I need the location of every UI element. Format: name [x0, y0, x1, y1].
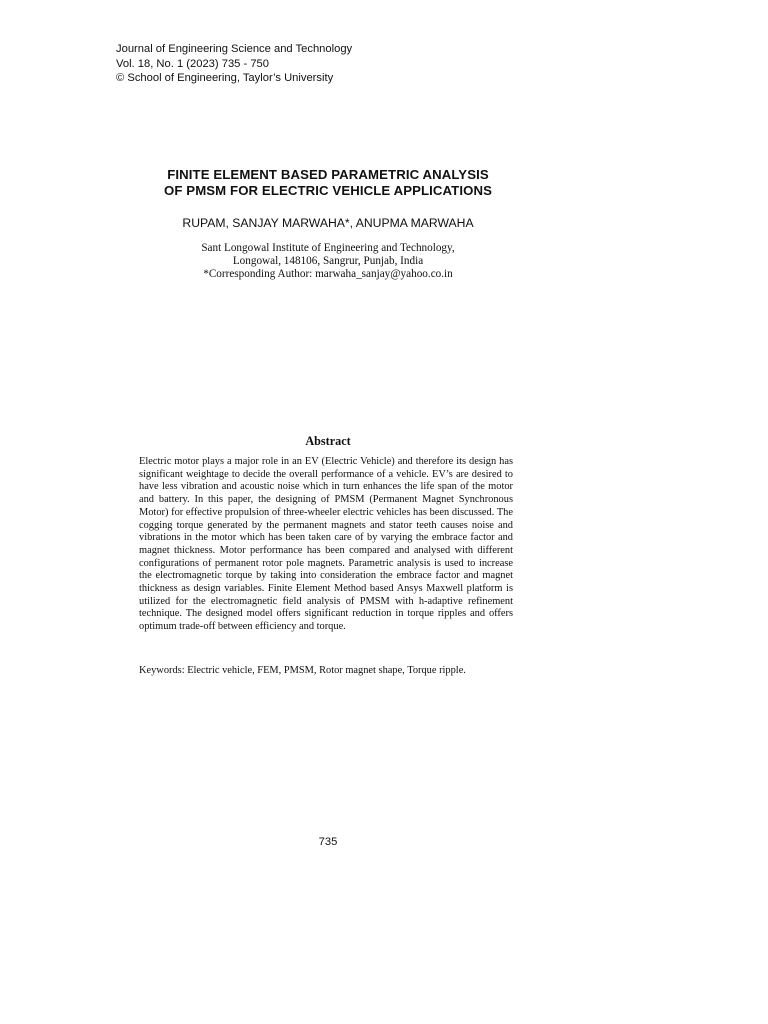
paper-authors: RUPAM, SANJAY MARWAHA*, ANUPMA MARWAHA	[182, 216, 474, 230]
paper-title	[0, 167, 656, 199]
abstract-body: Electric motor plays a major role in an EV (Electric Vehicle) and therefore its design has significant weightage to decide the overall performance of a vehicle. EV’s are desired to have less vibration and acoustic noise which in turn enhances the life span of the motor and battery. In this paper, the designing of PMSM (Permanent Magnet Synchronous Motor) for effective propulsion of three-wheeler electric vehicles has been discussed. The cogging torque generated by the permanent magnets and stator teeth causes noise and vibrations in the motor which has been taken care of by varying the embrace factor and magnet thickness. Motor performance has been compared and analysed with different configurations of permanent rotor pole magnets. Parametric analysis is used to increase the electromagnetic torque by taking into consideration the embrace factor and magnet thickness as design variables. Finite Element Method based Ansys Maxwell platform is utilized for the electromagnetic field analysis of PMSM with h-adaptive refinement technique. The designed model offers significant reduction in torque ripples and offers optimum trade-off between efficiency and torque.	[139, 456, 513, 633]
affiliation-line-1: Sant Longowal Institute of Engineering and Technology,	[201, 242, 455, 254]
abstract-heading: Abstract	[305, 434, 351, 448]
corresponding-author: *Corresponding Author: marwaha_sanjay@yahoo.co.in	[203, 268, 453, 280]
affiliation-block	[0, 242, 656, 281]
journal-name: Journal of Engineering Science and Technology	[116, 43, 353, 55]
paper-title-line-1: FINITE ELEMENT BASED PARAMETRIC ANALYSIS	[167, 167, 489, 182]
journal-copyright: © School of Engineering, Taylor’s University	[116, 72, 334, 85]
journal-header	[116, 42, 352, 86]
keywords: Keywords: Electric vehicle, FEM, PMSM, Rotor magnet shape, Torque ripple.	[139, 665, 466, 676]
affiliation-line-2: Longowal, 148106, Sangrur, Punjab, India	[232, 255, 424, 267]
journal-volume: Vol. 18, No. 1 (2023) 735 - 750	[116, 57, 269, 70]
paper-title-line-2: OF PMSM FOR ELECTRIC VEHICLE APPLICATIONS	[164, 183, 492, 198]
page-number: 735	[318, 836, 338, 848]
